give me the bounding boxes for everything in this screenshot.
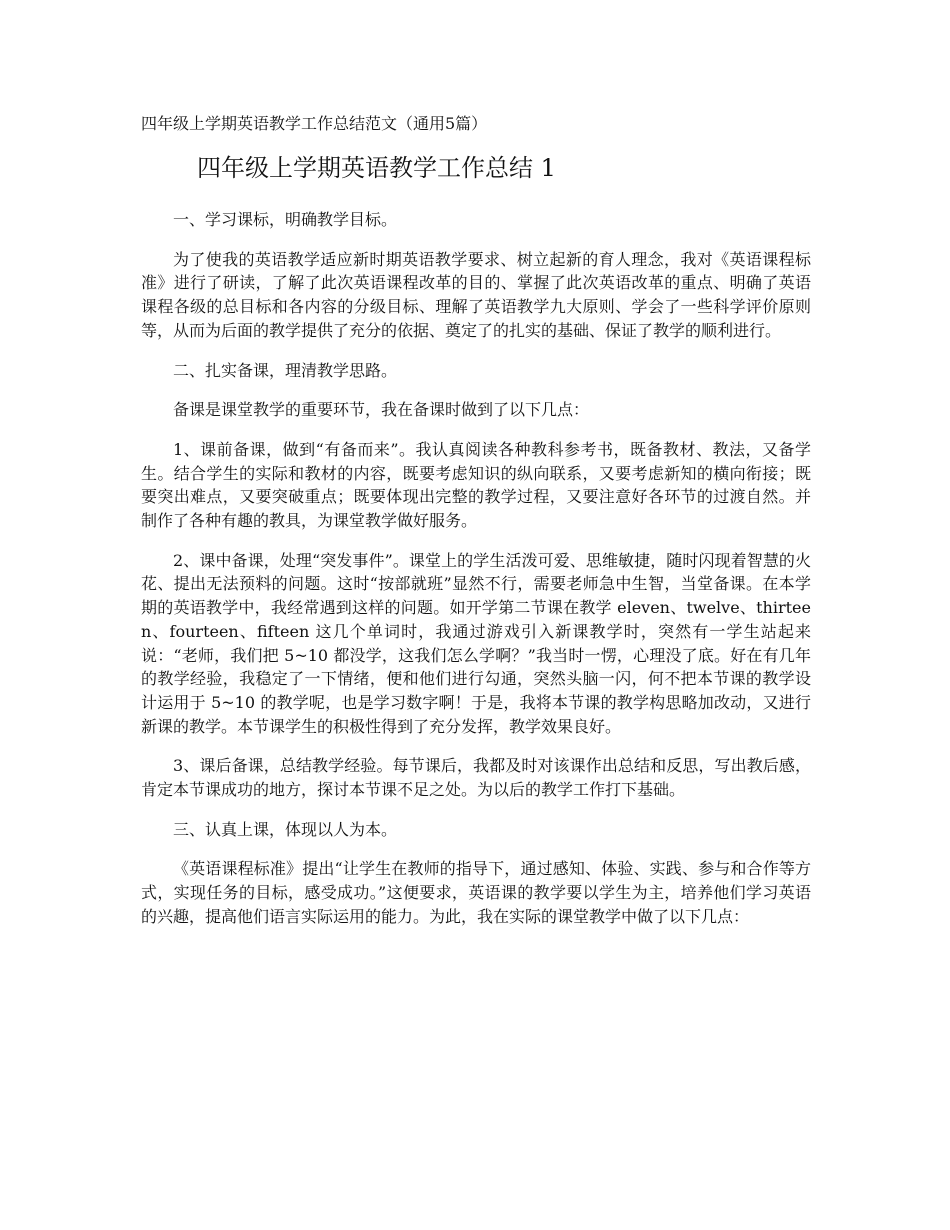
paragraph-teaching: 《英语课程标准》提出“让学生在教师的指导下，通过感知、体验、实践、参与和合作等方式，实现任务的目标，感受成功。”这便要求，英语课的教学要以学生为主，培养他们学习英语的兴趣，提高他们语言实际运用的能力。为此，我在实际的课堂教学中做了以下几点： [141,859,811,926]
paragraph-lesson-prep-intro: 备课是课堂教学的重要环节，我在备课时做到了以下几点： [173,400,590,420]
heading-1-study-standards: 一、学习课标，明确教学目标。 [173,210,398,229]
section-heading: 四年级上学期英语教学工作总结 1 [197,154,556,182]
document-title: 四年级上学期英语教学工作总结范文（通用5篇） [141,114,488,133]
paragraph-prep-after-class: 3、课后备课，总结教学经验。每节课后，我都及时对该课作出总结和反思，写出教后感，肯定本节课成功的地方，探讨本节课不足之处。为以后的教学工作打下基础。 [141,756,811,800]
paragraph-prep-during-class: 2、课中备课，处理“突发事件”。课堂上的学生活泼可爱、思维敏捷，随时闪现着智慧的火花、提出无法预料的问题。这时“按部就班”显然不行，需要老师急中生智，当堂备课。在本学期的英语教学中，我经常遇到这样的问题。如开学第二节课在教学 eleven、twelve、thirteen、fourteen、fifteen 这几个单词时，我通过游戏引入新课教学时，突然有一学生站起来说：“老师，我们把 5~10 都没学，这我们怎么学啊？”我当时一愣，心理没了底。好在有几年的教学经验，我稳定了一下情绪，便和他们进行勾通，突然头脑一闪，何不把本节课的教学设计运用于 5~10 的教学呢，也是学习数字啊！于是，我将本节课的教学构思略加改动，又进行新课的教学。本节课学生的积极性得到了充分发挥，教学效果良好。 [141,550,811,736]
paragraph-study-standards: 为了使我的英语教学适应新时期英语教学要求、树立起新的育人理念，我对《英语课程标准》进行了研读，了解了此次英语课程改革的目的、掌握了此次英语改革的重点、明确了英语课程各级的总目标和各内容的分级目标、理解了英语教学九大原则、学会了一些科学评价原则等，从而为后面的教学提供了充分的依据、奠定了的扎实的基础、保证了教学的顺利进行。 [141,249,811,340]
heading-2-lesson-prep: 二、扎实备课，理清教学思路。 [173,360,398,380]
heading-3-teaching: 三、认真上课，体现以人为本。 [173,819,398,839]
document-body [141,208,811,945]
paragraph-prep-before-class: 1、课前备课，做到“有备而来”。我认真阅读各种教科参考书，既备教材、教法，又备学生。结合学生的实际和教材的内容，既要考虑知识的纵向联系，又要考虑新知的横向衔接；既要突出难点，又要突破重点；既要体现出完整的教学过程，又要注意好各环节的过渡自然。并制作了各种有趣的教具，为课堂教学做好服务。 [141,439,811,531]
